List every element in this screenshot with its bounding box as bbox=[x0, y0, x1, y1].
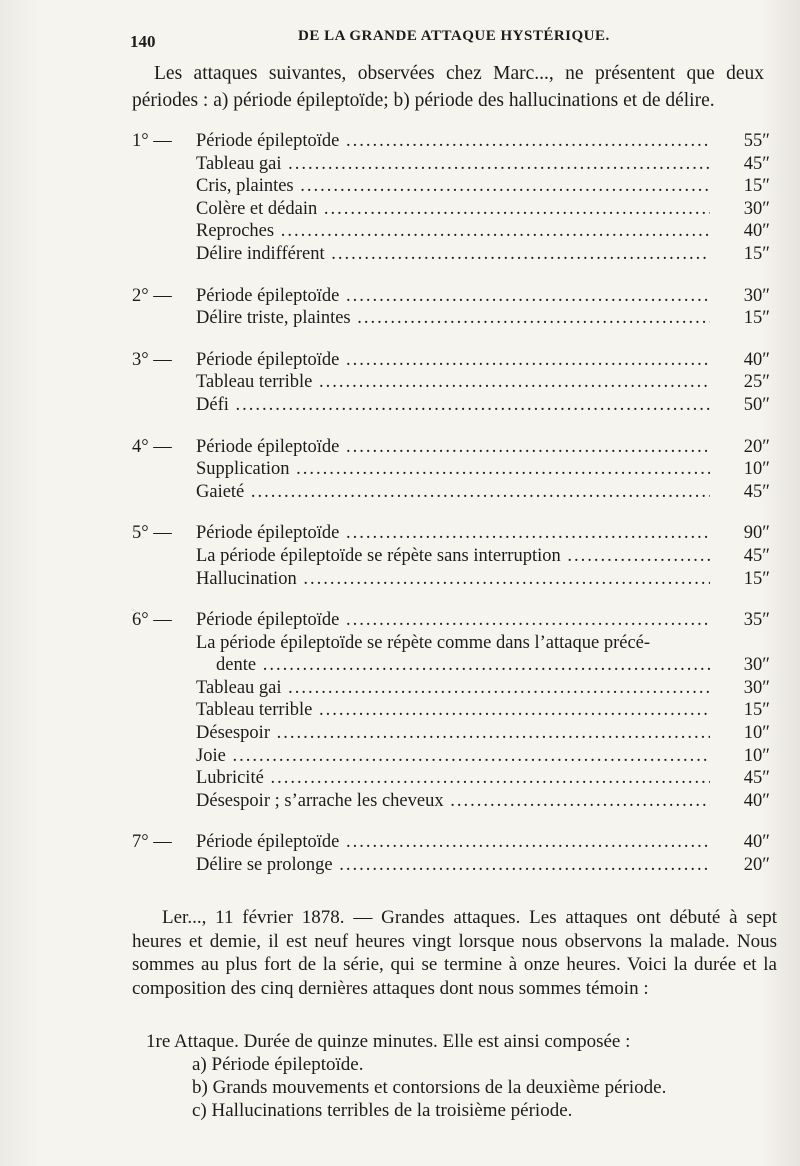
list-item: Défi ..... 50″ bbox=[130, 394, 770, 417]
list-item: Délire triste, plaintes ..... 15″ bbox=[130, 307, 770, 330]
list-item: La période épileptoïde se répète sans interruption ..... 45″ bbox=[130, 545, 770, 568]
list-item: Colère et dédain ..... 30″ bbox=[130, 198, 770, 221]
list-item: 5° — Période épileptoïde ..... 90″ bbox=[130, 522, 770, 545]
attack-item: b) Grands mouvements et contorsions de la deuxième période. bbox=[192, 1077, 667, 1098]
list-item: 2° — Période épileptoïde ..... 30″ bbox=[130, 285, 770, 308]
running-title: DE LA GRANDE ATTAQUE HYSTÉRIQUE. bbox=[298, 28, 610, 44]
observation-paragraph: Ler..., 11 février 1878. — Grandes attaques. Les attaques ont débuté à sept heures et demie, il est neuf heures vingt lorsque nous observons la malade. Nous sommes au plus fort de la série, qui se termine à onze heures. Voici la durée et la composition des cinq dernières attaques dont nous sommes témoin : bbox=[132, 907, 777, 999]
periods-list bbox=[130, 130, 770, 877]
list-item: 6° — Période épileptoïde ..... 35″ bbox=[130, 609, 770, 632]
attack-item: a) Période épileptoïde. bbox=[192, 1054, 364, 1075]
list-item: 7° — Période épileptoïde ..... 40″ bbox=[130, 831, 770, 854]
attack-heading: 1re Attaque. Durée de quinze minutes. Elle est ainsi composée : bbox=[146, 1031, 631, 1052]
list-item: Hallucination ..... 15″ bbox=[130, 568, 770, 591]
list-item: Cris, plaintes ..... 15″ bbox=[130, 175, 770, 198]
attack-description bbox=[132, 1030, 777, 1122]
page-header bbox=[120, 26, 770, 50]
list-item: Tableau gai ..... 45″ bbox=[130, 153, 770, 176]
list-item: Reproches ..... 40″ bbox=[130, 220, 770, 243]
attack-item: c) Hallucinations terribles de la troisième période. bbox=[192, 1100, 573, 1121]
list-item: Tableau gai ..... 30″ bbox=[130, 677, 770, 700]
list-item: dente ..... 30″ bbox=[130, 654, 770, 677]
list-item: 3° — Période épileptoïde ..... 40″ bbox=[130, 349, 770, 372]
list-item: Gaieté ..... 45″ bbox=[130, 481, 770, 504]
list-item: Supplication ..... 10″ bbox=[130, 458, 770, 481]
list-item: Joie ..... 10″ bbox=[130, 745, 770, 768]
intro-paragraph: Les attaques suivantes, observées chez Marc..., ne présentent que deux périodes : a) période épileptoïde; b) période des hallucinations et de délire. bbox=[132, 63, 764, 111]
list-item: 1° — Période épileptoïde ..... 55″ bbox=[130, 130, 770, 153]
list-item: Délire se prolonge ..... 20″ bbox=[130, 854, 770, 877]
list-item: 4° — Période épileptoïde ..... 20″ bbox=[130, 436, 770, 459]
page-number: 140 bbox=[130, 32, 156, 51]
list-item: Tableau terrible ..... 15″ bbox=[130, 699, 770, 722]
list-item: Désespoir ; s’arrache les cheveux ..... 40″ bbox=[130, 790, 770, 813]
list-item: Délire indifférent ..... 15″ bbox=[130, 243, 770, 266]
list-item: Lubricité ..... 45″ bbox=[130, 767, 770, 790]
list-item: La période épileptoïde se répète comme dans l’attaque précé- bbox=[196, 632, 651, 653]
list-item: Désespoir ..... 10″ bbox=[130, 722, 770, 745]
list-item: Tableau terrible ..... 25″ bbox=[130, 371, 770, 394]
